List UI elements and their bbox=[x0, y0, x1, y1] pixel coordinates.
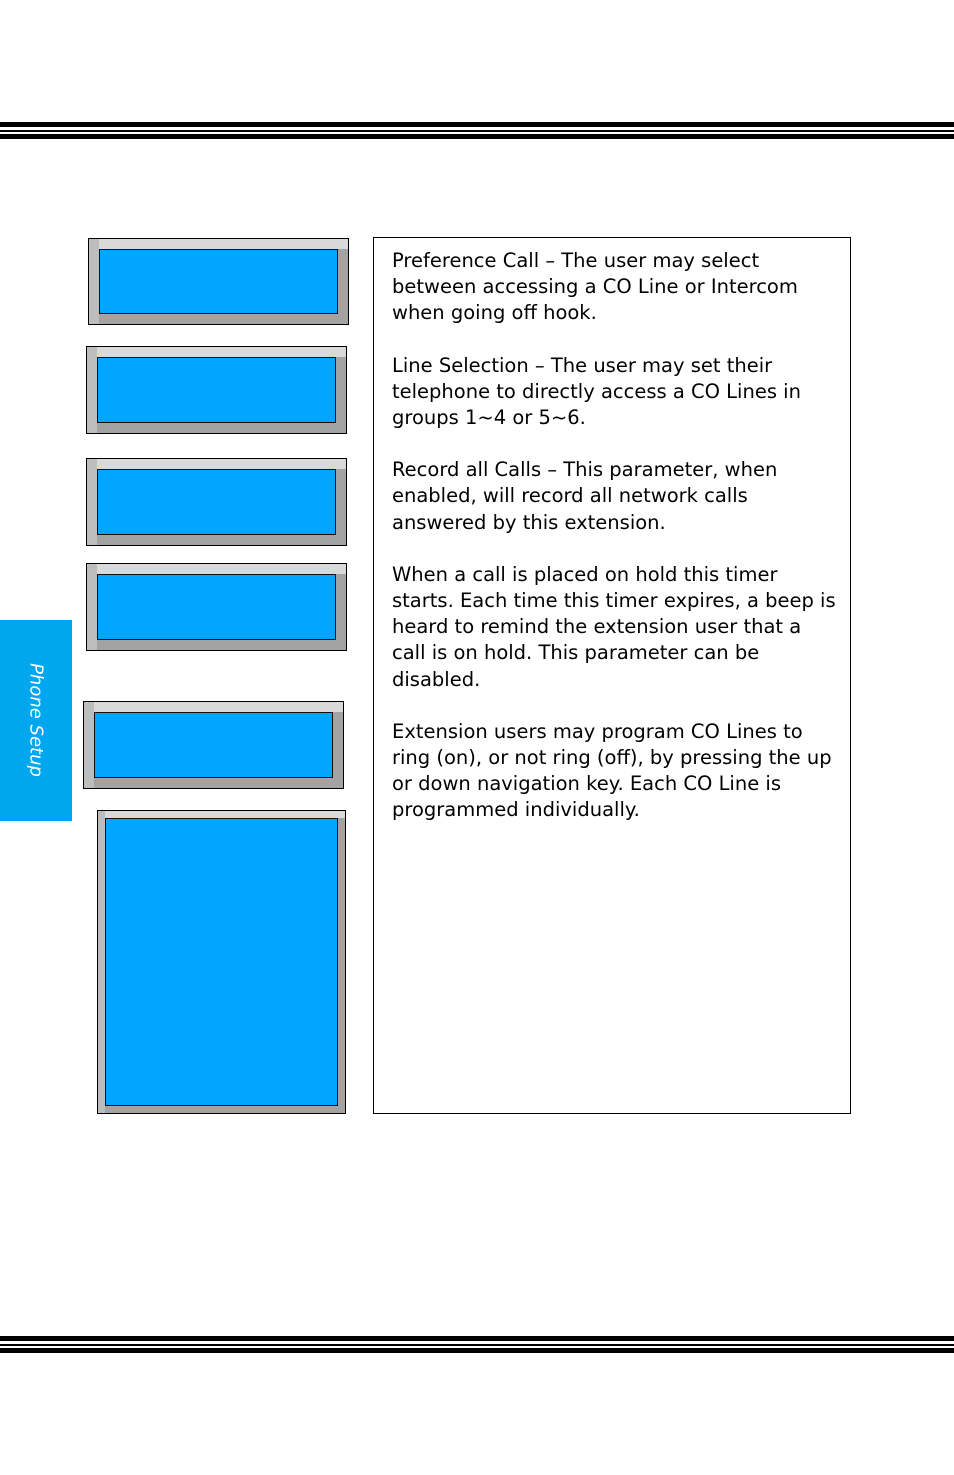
lcd-preference-call bbox=[88, 238, 349, 325]
description-line-selection: Line Selection – The user may set their telephone to directly access a CO Lines in groups 1~4 or 5~6. bbox=[392, 353, 801, 430]
description-co-line-ring: Extension users may program CO Lines to ring (on), or not ring (off), by pressing the up or down navigation key. Each CO Line is programmed individually. bbox=[392, 719, 832, 822]
lcd-record-all-calls bbox=[86, 458, 347, 546]
lcd-screen bbox=[97, 574, 336, 640]
description-record-all-calls: Record all Calls – This parameter, when enabled, will record all network calls answered by this extension. bbox=[392, 458, 778, 534]
lcd-screen bbox=[97, 469, 336, 535]
section-tab-label: Phone Setup bbox=[25, 663, 47, 777]
description-panel bbox=[373, 237, 851, 1114]
description-hold-timer: When a call is placed on hold this timer starts. Each time this timer expires, a beep is heard to remind the extension user that a call is on hold. This parameter can be disabled. bbox=[392, 562, 836, 691]
description-preference-call: Preference Call – The user may select between accessing a CO Line or Intercom when going off hook. bbox=[392, 249, 798, 325]
lcd-line-selection bbox=[86, 346, 347, 434]
lcd-co-line-list bbox=[97, 810, 346, 1114]
lcd-screen bbox=[105, 818, 338, 1106]
lcd-screen bbox=[94, 712, 333, 778]
lcd-screen bbox=[99, 249, 338, 314]
lcd-co-line-ring bbox=[83, 701, 344, 789]
lcd-hold-timer bbox=[86, 563, 347, 651]
section-tab bbox=[0, 620, 72, 821]
lcd-screen bbox=[97, 357, 336, 423]
